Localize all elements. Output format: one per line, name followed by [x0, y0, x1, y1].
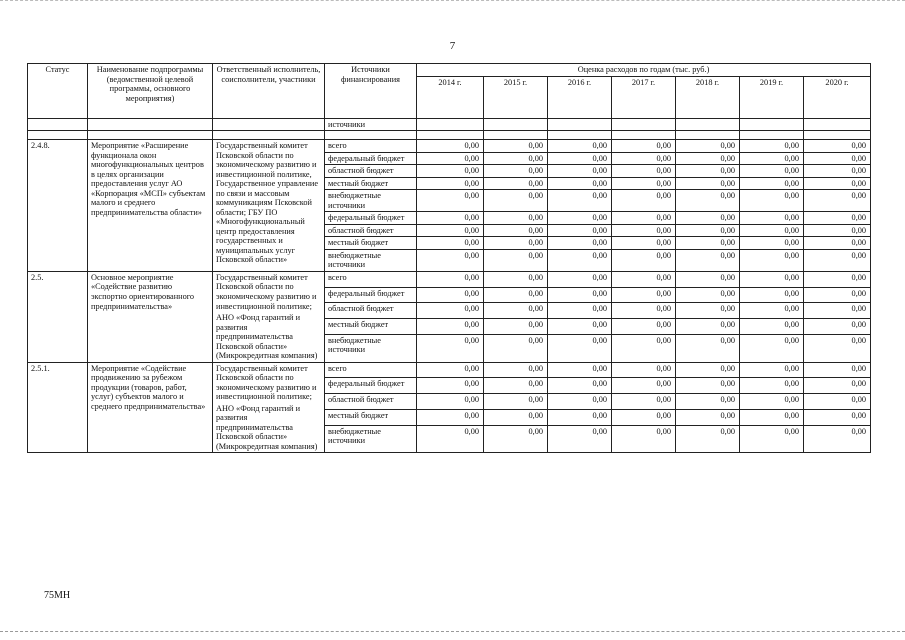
amount-cell: 0,00	[548, 152, 612, 165]
source-cell: внебюджетные источники	[325, 190, 417, 212]
amount-cell: 0,00	[417, 334, 484, 362]
amount-cell: 0,00	[676, 409, 740, 425]
amount-cell: 0,00	[417, 362, 484, 378]
amount-cell: 0,00	[740, 271, 804, 287]
amount-cell: 0,00	[612, 165, 676, 178]
amount-cell: 0,00	[417, 249, 484, 271]
source-cell: местный бюджет	[325, 409, 417, 425]
source-cell: внебюджетные источники	[325, 249, 417, 271]
amount-cell: 0,00	[804, 177, 871, 190]
subprogram-name-cell: Мероприятие «Расширение функционала окон многофункциональных центров в целях организации предоставления услуг АО «Корпорация «МСП» субъектам малого и среднего предпринимательства области»	[88, 140, 213, 272]
amount-cell: 0,00	[804, 425, 871, 453]
amount-cell: 0,00	[417, 319, 484, 335]
executor-text: Государственный комитет Псковской области по экономическому развитию и инвестиционной политике;	[216, 272, 317, 311]
source-cell: внебюджетные источники	[325, 334, 417, 362]
amount-cell: 0,00	[740, 249, 804, 271]
amount-cell: 0,00	[548, 212, 612, 225]
amount-cell: 0,00	[676, 212, 740, 225]
amount-cell: 0,00	[676, 190, 740, 212]
amount-cell: 0,00	[484, 287, 548, 303]
amount-cell: 0,00	[417, 271, 484, 287]
amount-cell: 0,00	[484, 249, 548, 271]
executor-cell	[213, 362, 325, 453]
amount-cell: 0,00	[548, 425, 612, 453]
financing-table	[27, 63, 871, 453]
amount-cell: 0,00	[612, 287, 676, 303]
col-estimate-header: Оценка расходов по годам (тыс. руб.)	[417, 64, 871, 77]
amount-cell: 0,00	[740, 152, 804, 165]
source-cell: всего	[325, 140, 417, 153]
amount-cell: 0,00	[804, 190, 871, 212]
col-status-header: Статус	[28, 64, 88, 119]
amount-cell: 0,00	[484, 140, 548, 153]
source-cell: всего	[325, 362, 417, 378]
amount-cell: 0,00	[676, 177, 740, 190]
col-subprogram-header: Наименование подпрограммы (ведомственной целевой программы, основного мероприятия)	[88, 64, 213, 119]
amount-cell: 0,00	[548, 409, 612, 425]
amount-cell: 0,00	[676, 224, 740, 237]
amount-cell: 0,00	[804, 378, 871, 394]
amount-cell: 0,00	[417, 237, 484, 250]
page-number: 7	[449, 40, 456, 52]
amount-cell: 0,00	[676, 287, 740, 303]
table-body	[28, 118, 871, 453]
carryover-row	[28, 118, 871, 131]
amount-cell: 0,00	[804, 319, 871, 335]
amount-cell: 0,00	[612, 190, 676, 212]
year-header: 2017 г.	[612, 76, 676, 118]
amount-cell: 0,00	[740, 378, 804, 394]
amount-cell: 0,00	[804, 271, 871, 287]
amount-cell: 0,00	[612, 152, 676, 165]
amount-cell: 0,00	[612, 378, 676, 394]
source-cell: федеральный бюджет	[325, 212, 417, 225]
amount-cell: 0,00	[612, 177, 676, 190]
executor-text-2: АНО «Фонд гарантий и развития предпринимательства Псковской области» (Микрокредитная компания)	[216, 403, 318, 451]
amount-cell: 0,00	[484, 425, 548, 453]
header-row-1	[28, 64, 871, 77]
amount-cell: 0,00	[484, 190, 548, 212]
amount-cell: 0,00	[548, 165, 612, 178]
executor-text: Государственный комитет Псковской области по экономическому развитию и инвестиционной политике, Государственное управление по связи и массовым коммуникациям Псковской области; ГБУ ПО «Многофункциональный центр предоставления государственных и муниципальных услуг Псковской области»	[216, 141, 319, 265]
table-row	[28, 271, 871, 287]
amount-cell: 0,00	[612, 425, 676, 453]
amount-cell: 0,00	[612, 394, 676, 410]
amount-cell: 0,00	[740, 287, 804, 303]
source-cell: областной бюджет	[325, 165, 417, 178]
amount-cell: 0,00	[548, 249, 612, 271]
amount-cell: 0,00	[740, 224, 804, 237]
amount-cell: 0,00	[740, 319, 804, 335]
spacer-row	[28, 131, 871, 140]
amount-cell: 0,00	[484, 165, 548, 178]
status-cell: 2.4.8.	[28, 140, 88, 272]
source-cell: федеральный бюджет	[325, 287, 417, 303]
source-cell: источники	[325, 118, 417, 131]
subprogram-name-cell: Мероприятие «Содействие продвижению за рубежом продукции (товаров, работ, услуг) субъектов малого и среднего предпринимательства»	[88, 362, 213, 453]
amount-cell: 0,00	[676, 152, 740, 165]
amount-cell: 0,00	[417, 165, 484, 178]
amount-cell: 0,00	[804, 224, 871, 237]
source-cell: местный бюджет	[325, 237, 417, 250]
amount-cell: 0,00	[612, 140, 676, 153]
amount-cell: 0,00	[740, 409, 804, 425]
amount-cell: 0,00	[548, 224, 612, 237]
amount-cell: 0,00	[740, 425, 804, 453]
amount-cell: 0,00	[612, 212, 676, 225]
year-header: 2015 г.	[484, 76, 548, 118]
amount-cell: 0,00	[676, 378, 740, 394]
amount-cell: 0,00	[548, 303, 612, 319]
amount-cell: 0,00	[676, 140, 740, 153]
amount-cell: 0,00	[484, 212, 548, 225]
amount-cell: 0,00	[548, 177, 612, 190]
amount-cell: 0,00	[804, 362, 871, 378]
amount-cell: 0,00	[740, 362, 804, 378]
amount-cell: 0,00	[484, 409, 548, 425]
amount-cell: 0,00	[804, 212, 871, 225]
amount-cell: 0,00	[676, 165, 740, 178]
source-cell: местный бюджет	[325, 177, 417, 190]
amount-cell: 0,00	[417, 212, 484, 225]
amount-cell: 0,00	[804, 152, 871, 165]
amount-cell: 0,00	[740, 334, 804, 362]
amount-cell: 0,00	[804, 165, 871, 178]
year-header: 2014 г.	[417, 76, 484, 118]
amount-cell: 0,00	[612, 319, 676, 335]
scan-edge-top	[0, 0, 905, 4]
executor-cell	[213, 271, 325, 362]
amount-cell: 0,00	[548, 334, 612, 362]
source-cell: федеральный бюджет	[325, 378, 417, 394]
amount-cell: 0,00	[676, 249, 740, 271]
amount-cell: 0,00	[676, 319, 740, 335]
amount-cell: 0,00	[417, 224, 484, 237]
amount-cell: 0,00	[740, 394, 804, 410]
status-cell: 2.5.1.	[28, 362, 88, 453]
table-row	[28, 362, 871, 378]
amount-cell: 0,00	[740, 140, 804, 153]
amount-cell: 0,00	[548, 287, 612, 303]
executor-text-2: АНО «Фонд гарантий и развития предпринимательства Псковской области» (Микрокредитная компания)	[216, 313, 318, 361]
amount-cell: 0,00	[484, 177, 548, 190]
amount-cell: 0,00	[804, 287, 871, 303]
executor-cell	[213, 140, 325, 272]
col-sources-header: Источники финансирования	[325, 64, 417, 119]
amount-cell: 0,00	[484, 319, 548, 335]
executor-text: Государственный комитет Псковской области по экономическому развитию и инвестиционной политике;	[216, 363, 317, 402]
source-cell: областной бюджет	[325, 303, 417, 319]
table-row	[28, 140, 871, 153]
amount-cell: 0,00	[612, 271, 676, 287]
amount-cell: 0,00	[676, 237, 740, 250]
amount-cell: 0,00	[612, 224, 676, 237]
amount-cell: 0,00	[484, 224, 548, 237]
footer-code: 75MH	[44, 590, 71, 601]
amount-cell: 0,00	[548, 362, 612, 378]
source-cell: внебюджетные источники	[325, 425, 417, 453]
amount-cell: 0,00	[548, 319, 612, 335]
amount-cell: 0,00	[484, 378, 548, 394]
amount-cell: 0,00	[740, 212, 804, 225]
amount-cell: 0,00	[804, 334, 871, 362]
amount-cell: 0,00	[417, 287, 484, 303]
amount-cell: 0,00	[804, 303, 871, 319]
amount-cell: 0,00	[740, 165, 804, 178]
amount-cell: 0,00	[484, 237, 548, 250]
source-cell: всего	[325, 271, 417, 287]
source-cell: областной бюджет	[325, 394, 417, 410]
amount-cell: 0,00	[417, 140, 484, 153]
amount-cell: 0,00	[417, 303, 484, 319]
amount-cell: 0,00	[417, 177, 484, 190]
scan-edge-bottom	[0, 631, 905, 635]
status-cell: 2.5.	[28, 271, 88, 362]
amount-cell: 0,00	[548, 237, 612, 250]
col-executor-header: Ответственный исполнитель, соисполнители, участники	[213, 64, 325, 119]
source-cell: местный бюджет	[325, 319, 417, 335]
amount-cell: 0,00	[417, 425, 484, 453]
amount-cell: 0,00	[548, 394, 612, 410]
amount-cell: 0,00	[676, 334, 740, 362]
amount-cell: 0,00	[484, 394, 548, 410]
year-header: 2018 г.	[676, 76, 740, 118]
amount-cell: 0,00	[676, 394, 740, 410]
source-cell: областной бюджет	[325, 224, 417, 237]
amount-cell: 0,00	[417, 152, 484, 165]
year-header: 2019 г.	[740, 76, 804, 118]
amount-cell: 0,00	[740, 237, 804, 250]
amount-cell: 0,00	[740, 190, 804, 212]
amount-cell: 0,00	[417, 190, 484, 212]
amount-cell: 0,00	[804, 237, 871, 250]
amount-cell: 0,00	[612, 409, 676, 425]
amount-cell: 0,00	[612, 237, 676, 250]
amount-cell: 0,00	[676, 362, 740, 378]
amount-cell: 0,00	[740, 303, 804, 319]
amount-cell: 0,00	[548, 190, 612, 212]
amount-cell: 0,00	[548, 271, 612, 287]
amount-cell: 0,00	[484, 334, 548, 362]
amount-cell: 0,00	[548, 378, 612, 394]
source-cell: федеральный бюджет	[325, 152, 417, 165]
amount-cell: 0,00	[612, 334, 676, 362]
amount-cell: 0,00	[676, 303, 740, 319]
amount-cell: 0,00	[548, 140, 612, 153]
amount-cell: 0,00	[740, 177, 804, 190]
amount-cell: 0,00	[804, 394, 871, 410]
year-header: 2016 г.	[548, 76, 612, 118]
amount-cell: 0,00	[612, 362, 676, 378]
amount-cell: 0,00	[676, 271, 740, 287]
amount-cell: 0,00	[417, 378, 484, 394]
amount-cell: 0,00	[484, 303, 548, 319]
amount-cell: 0,00	[484, 362, 548, 378]
amount-cell: 0,00	[612, 249, 676, 271]
amount-cell: 0,00	[804, 140, 871, 153]
amount-cell: 0,00	[676, 425, 740, 453]
subprogram-name-cell: Основное мероприятие «Содействие развитию экспортно ориентированного предпринимательства»	[88, 271, 213, 362]
amount-cell: 0,00	[804, 249, 871, 271]
amount-cell: 0,00	[484, 271, 548, 287]
amount-cell: 0,00	[417, 409, 484, 425]
amount-cell: 0,00	[417, 394, 484, 410]
year-header: 2020 г.	[804, 76, 871, 118]
amount-cell: 0,00	[484, 152, 548, 165]
amount-cell: 0,00	[612, 303, 676, 319]
amount-cell: 0,00	[804, 409, 871, 425]
